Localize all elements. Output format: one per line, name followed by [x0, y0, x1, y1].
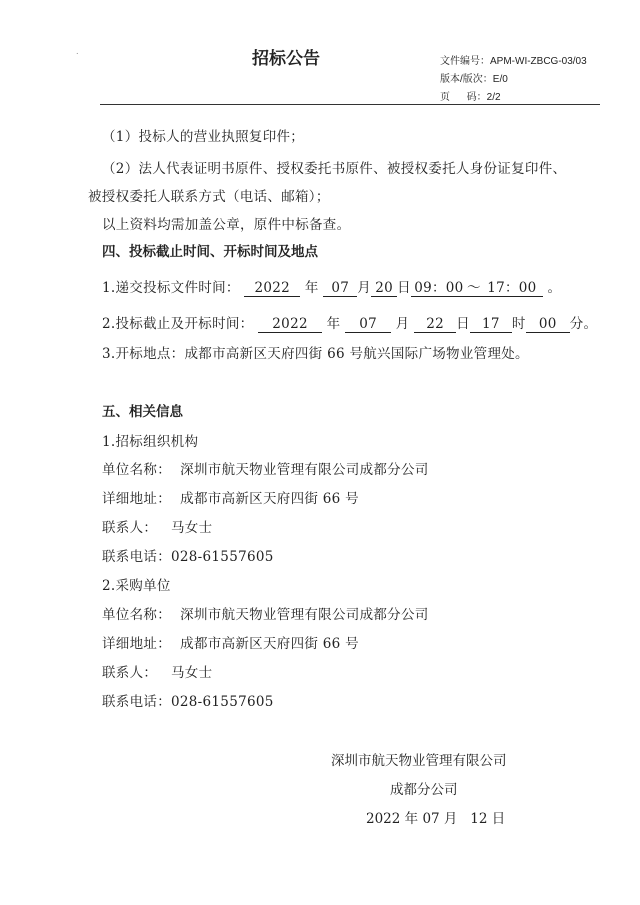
submit-year: 2022	[244, 281, 300, 297]
material-item-2-cont: 被授权委托人联系方式（电话、邮箱）；	[88, 189, 330, 205]
agency-unit: 单位名称： 深圳市航天物业管理有限公司成都分公司	[102, 462, 429, 478]
document-title: 招标公告	[252, 49, 320, 69]
material-item-1: （1）投标人的营业执照复印件；	[102, 129, 305, 145]
submit-month: 07	[323, 281, 357, 297]
materials-note: 以上资料均需加盖公章，原件中标备查。	[102, 217, 351, 233]
submit-end-mark: 。	[547, 280, 562, 296]
deadline-year: 2022	[258, 317, 322, 333]
agency-address: 详细地址： 成都市高新区天府四街 66 号	[102, 491, 359, 507]
deadline-day: 22	[414, 317, 456, 333]
buyer-phone: 联系电话：028-61557605	[102, 694, 274, 710]
submit-day-unit: 日	[397, 280, 411, 296]
signature-branch: 成都分公司	[390, 782, 458, 798]
deadline-hour-unit: 时	[511, 316, 526, 332]
signature-company: 深圳市航天物业管理有限公司	[331, 753, 507, 769]
agency-title: 1.招标组织机构	[102, 434, 199, 450]
section-4-heading: 四、投标截止时间、开标时间及地点	[102, 244, 318, 260]
version-info: 版本/版次：E/0	[440, 74, 508, 85]
submit-year-unit: 年	[304, 280, 319, 296]
buyer-address: 详细地址： 成都市高新区天府四街 66 号	[102, 636, 359, 652]
submit-time-separator: ～	[467, 280, 481, 296]
agency-phone: 联系电话：028-61557605	[102, 549, 274, 565]
deadline-year-unit: 年	[326, 316, 341, 332]
submit-start-time: 09：00	[411, 281, 467, 297]
submit-label: 1.递交投标文件时间：	[102, 280, 240, 296]
page-info: 页 码：2/2	[440, 92, 501, 103]
buyer-unit: 单位名称： 深圳市航天物业管理有限公司成都分公司	[102, 607, 429, 623]
deadline-label: 2.投标截止及开标时间：	[102, 316, 254, 332]
doc-number: 文件编号：APM-WI-ZBCG-03/03	[440, 56, 587, 67]
signature-date: 2022 年 07 月 12 日	[366, 811, 506, 827]
section-5-heading: 五、相关信息	[102, 404, 183, 420]
submit-end-time: 17：00	[481, 281, 543, 297]
deadline-month-unit: 月	[395, 316, 410, 332]
submit-day: 20	[371, 281, 397, 297]
deadline-minute: 00	[526, 317, 570, 333]
corner-mark: .	[76, 47, 79, 56]
material-item-2: （2）法人代表证明书原件、授权委托书原件、被授权委托人身份证复印件、	[102, 161, 567, 177]
header-rule	[100, 104, 600, 105]
deadline-line	[102, 312, 597, 333]
opening-location: 3.开标地点：成都市高新区天府四街 66 号航兴国际广场物业管理处。	[102, 346, 529, 362]
deadline-hour: 17	[470, 317, 512, 333]
deadline-day-unit: 日	[456, 316, 470, 332]
submit-time-line	[102, 276, 561, 297]
submit-month-unit: 月	[357, 280, 372, 296]
deadline-month: 07	[345, 317, 391, 333]
agency-contact: 联系人： 马女士	[102, 520, 213, 536]
deadline-minute-unit: 分。	[569, 316, 598, 332]
buyer-title: 2.采购单位	[102, 578, 171, 594]
buyer-contact: 联系人： 马女士	[102, 665, 213, 681]
